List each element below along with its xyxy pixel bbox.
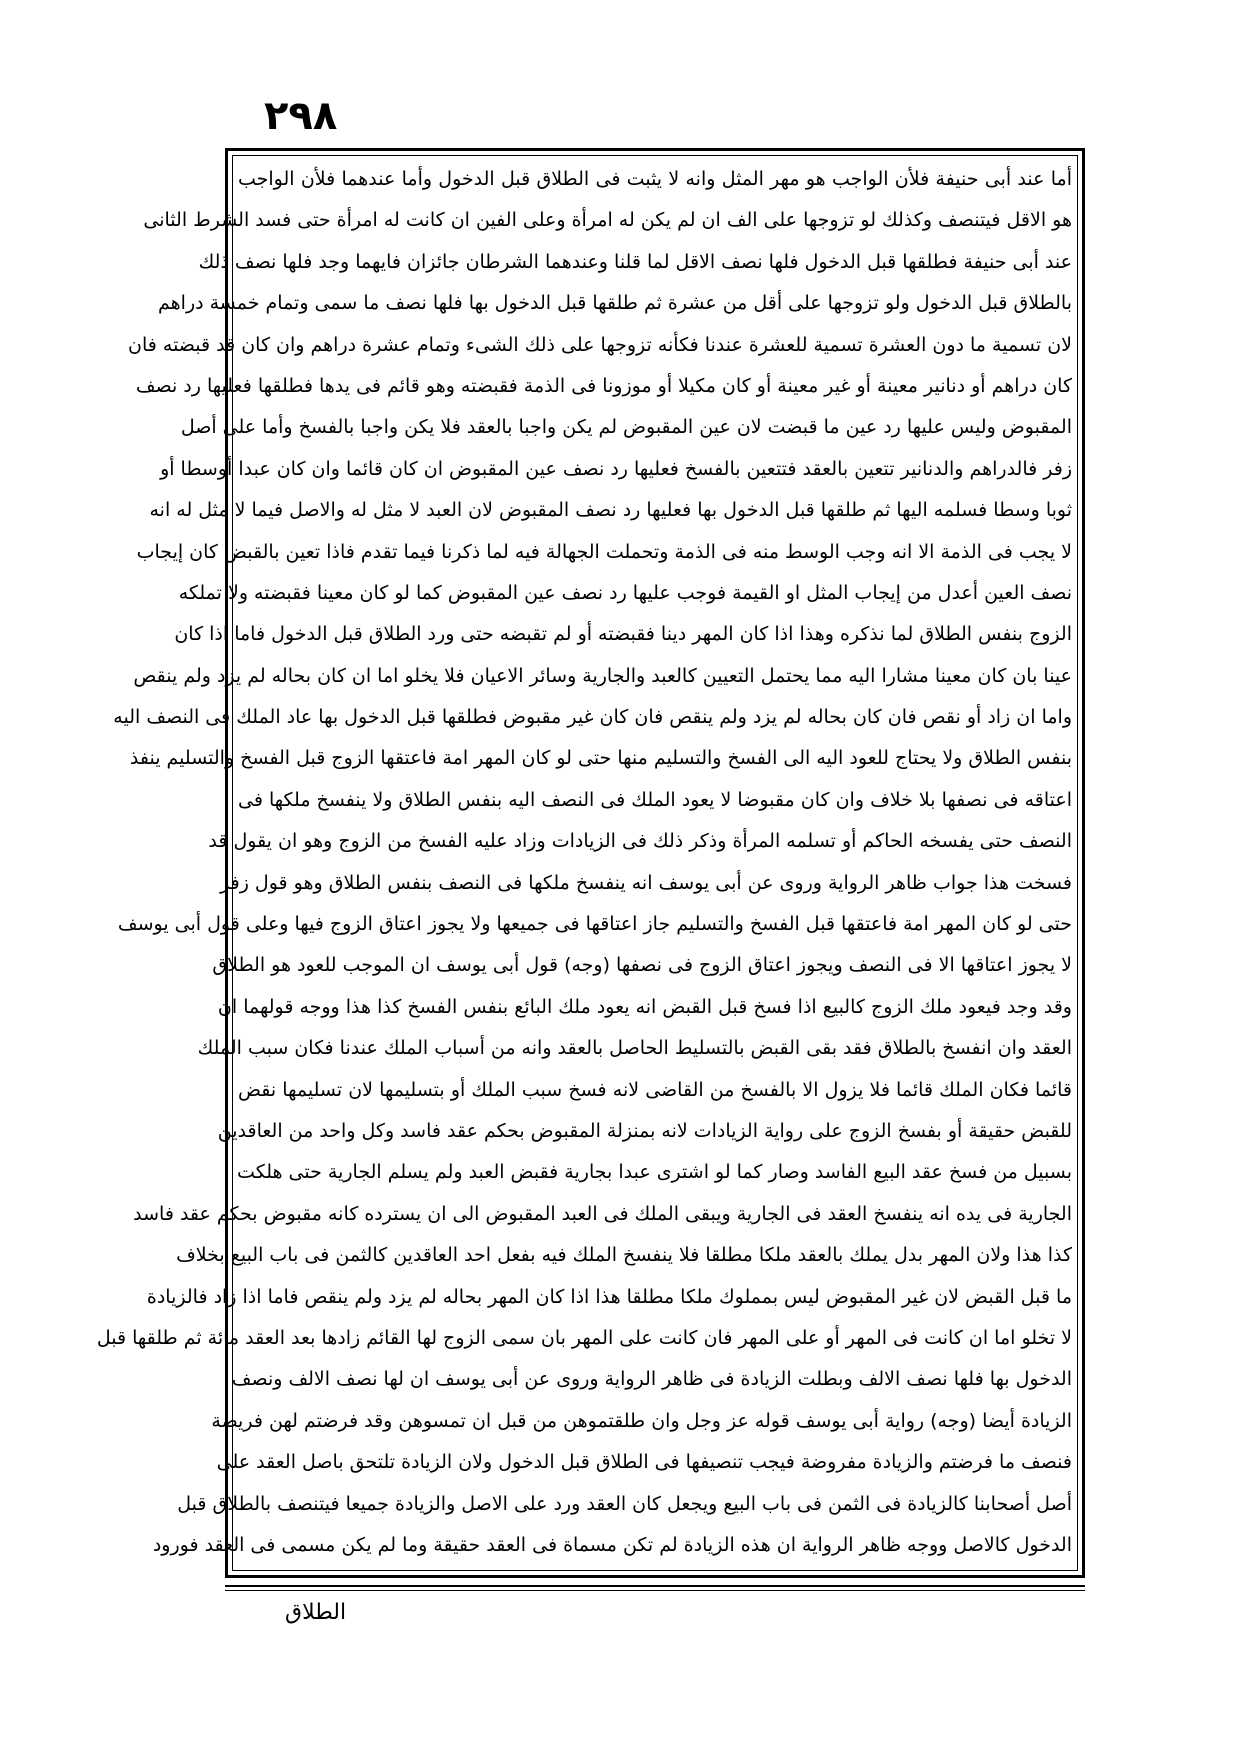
text-line: بنفس الطلاق ولا يحتاج للعود اليه الى الفسخ والتسليم منها حتى لو كان المهر امة فاعتقها الزوج قبل الفسخ والتسليم ينفذ [129,747,1072,770]
text-line: واما ان زاد أو نقص فان كان بحاله لم يزد ولم ينقص فان كان غير مقبوض فطلقها قبل الدخول بها عاد الملك فى النصف اليه [113,706,1072,729]
text-line: زفر فالدراهم والدنانير تتعين بالعقد فتتعين بالفسخ فعليها رد نصف عين المقبوض ان كان قائما وان كان عبدا أوسطا أو [160,457,1072,480]
text-line: لا تخلو اما ان كانت فى المهر أو على المهر فان كانت على المهر بان سمى الزوج لها القائم زادها بعد العقد مائة ثم طلقها قبل [96,1326,1072,1349]
text-line: الجارية فى يده انه ينفسخ العقد فى الجارية ويبقى الملك فى العبد المقبوض الى ان يسترده كانه مقبوض بحكم عقد فاسد [133,1202,1072,1225]
text-line: أما عند أبى حنيفة فلأن الواجب هو مهر المثل وانه لا يثبت فى الطلاق قبل الدخول وأما عندهما فلأن الواجب [238,168,1072,190]
page-number: ٢٩٨ [264,93,338,139]
text-line: لان تسمية ما دون العشرة تسمية للعشرة عندنا فكأنه تزوجها على ذلك الشىء وتمام عشرة دراهم وان كان قد قبضته فان [128,333,1072,356]
text-line: حتى لو كان المهر امة فاعتقها قبل الفسخ والتسليم جاز اعتاقها فى جميعها ولا يجوز اعتاق الزوج فيها وعلى قول أبى يوسف [117,913,1072,936]
text-line: المقبوض وليس عليها رد عين ما قبضت لان عين المقبوض لم يكن واجبا بالعقد فلا يكن واجبا بالفسخ وأما على أصل [180,416,1072,439]
text-line: نصف العين أعدل من إيجاب المثل او القيمة فوجب عليها رد نصف عين المقبوض كما لو كان معينا فقبضته ولا تملكه [178,581,1072,604]
text-line: فسخت هذا جواب ظاهر الرواية وروى عن أبى يوسف انه ينفسخ ملكها فى النصف بنفس الطلاق وهو قول زفر [220,871,1072,894]
text-line: لا يجوز اعتاقها الا فى النصف ويجوز اعتاق الزوج فى نصفها (وجه) قول أبى يوسف ان الموجب للعود هو الطلاق [212,954,1072,977]
text-line: للقبض حقيقة أو بفسخ الزوج على رواية الزيادات لانه بمنزلة المقبوض بحكم عقد فاسد وكل واحد من العاقدين [217,1119,1072,1142]
text-line: فنصف ما فرضتم والزيادة مفروضة فيجب تنصيفها فى الطلاق قبل الدخول ولان الزيادة تلتحق باصل العقد على [216,1451,1072,1474]
text-line: العقد وان انفسخ بالطلاق فقد بقى القبض بالتسليط الحاصل بالعقد وانه من أسباب الملك عندنا فكان سبب الملك [197,1037,1072,1060]
text-line: بالطلاق قبل الدخول ولو تزوجها على أقل من عشرة ثم طلقها قبل الدخول بها فلها نصف ما سمى وتمام خمسة دراهم [158,292,1072,315]
text-line: وقد وجد فيعود ملك الزوج كالبيع اذا فسخ قبل القبض انه يعود ملك البائع بنفس الفسخ كذا هذا ووجه قولهما ان [217,995,1072,1018]
text-line: الزوج بنفس الطلاق لما نذكره وهذا اذا كان المهر دينا فقبضته أو لم تقبضه حتى ورد الطلاق قبل الدخول فاما اذا كان [174,623,1072,646]
text-line: ما قبل القبض لان غير المقبوض ليس بمملوك ملكا مطلقا هذا اذا كان المهر بحاله لم يزد ولم ينقص فاما اذا زاد فالزيادة [146,1285,1072,1308]
text-line: أصل أصحابنا كالزيادة فى الثمن فى باب البيع ويجعل كان العقد ورد على الاصل والزيادة جميعا فيتنصف بالطلاق قبل [177,1492,1072,1515]
text-line: اعتاقه فى نصفها بلا خلاف وان كان مقبوضا لا يعود الملك فى النصف اليه بنفس الطلاق ولا ينفسخ ملكها فى [238,788,1072,811]
footer-rule [225,1590,1085,1591]
text-line: عينا بان كان معينا مشارا اليه مما يحتمل التعيين كالعبد والجارية وسائر الاعيان فلا يخلو اما ان كان بحاله لم يزد ولم ينقص [133,664,1072,687]
text-line: النصف حتى يفسخه الحاكم أو تسلمه المرأة وذكر ذلك فى الزيادات وزاد عليه الفسخ من الزوج وهو ان يقول قد [208,830,1072,853]
footer-rules [0,1585,1240,1586]
text-line: قائما فكان الملك قائما فلا يزول الا بالفسخ من القاضى لانه فسخ سبب الملك أو بتسليمها لان تسليمها نقض [238,1078,1072,1101]
text-line: عند أبى حنيفة فطلقها قبل الدخول فلها نصف الاقل لما قلنا وعندهما الشرطان جائزان فايهما وجد فلها نصف ذلك [198,250,1072,273]
text-line: ثوبا وسطا فسلمه اليها ثم طلقها قبل الدخول بها فعليها رد نصف المقبوض لان العبد لا مثل له والاصل فيما لا مثل له انه [149,499,1072,522]
text-line: الزيادة أيضا (وجه) رواية أبى يوسف قوله عز وجل وان طلقتموهن من قبل ان تمسوهن وقد فرضتم لهن فريضة [211,1409,1072,1432]
catchword: الطلاق [285,1600,347,1625]
text-frame [96,148,1085,1578]
footer-rule [225,1585,1085,1587]
text-line: بسبيل من فسخ عقد البيع الفاسد وصار كما لو اشترى عبدا بجارية فقبض العبد ولم يسلم الجارية حتى هلكت [237,1161,1072,1184]
text-line: لا يجب فى الذمة الا انه وجب الوسط منه فى الذمة وتحملت الجهالة فيه لما ذكرنا فيما تقدم فاذا تعين بالقبض كان إيجاب [136,540,1072,563]
text-line: الدخول كالاصل ووجه ظاهر الرواية ان هذه الزيادة لم تكن مسماة فى العقد حقيقة وما لم يكن مسمى فى العقد فورود [152,1533,1072,1556]
text-line: الدخول بها فلها نصف الالف وبطلت الزيادة فى ظاهر الرواية وروى عن أبى يوسف ان لها نصف الالف ونصف [231,1368,1072,1391]
text-line: كان دراهم أو دنانير معينة أو غير معينة أو كان مكيلا أو موزونا فى الذمة فقبضته وهو قائم فى يدها فطلقها فعليها رد نصف [135,374,1072,397]
text-line: كذا هذا ولان المهر بدل يملك بالعقد ملكا مطلقا فلا ينفسخ الملك فيه بفعل احد العاقدين كالثمن فى باب البيع بخلاف [176,1244,1072,1267]
body-text [96,161,1072,1563]
text-line: هو الاقل فيتنصف وكذلك لو تزوجها على الف ان لم يكن له امرأة وعلى الفين ان كانت له امرأة حتى فسد الشرط الثانى [143,209,1072,232]
